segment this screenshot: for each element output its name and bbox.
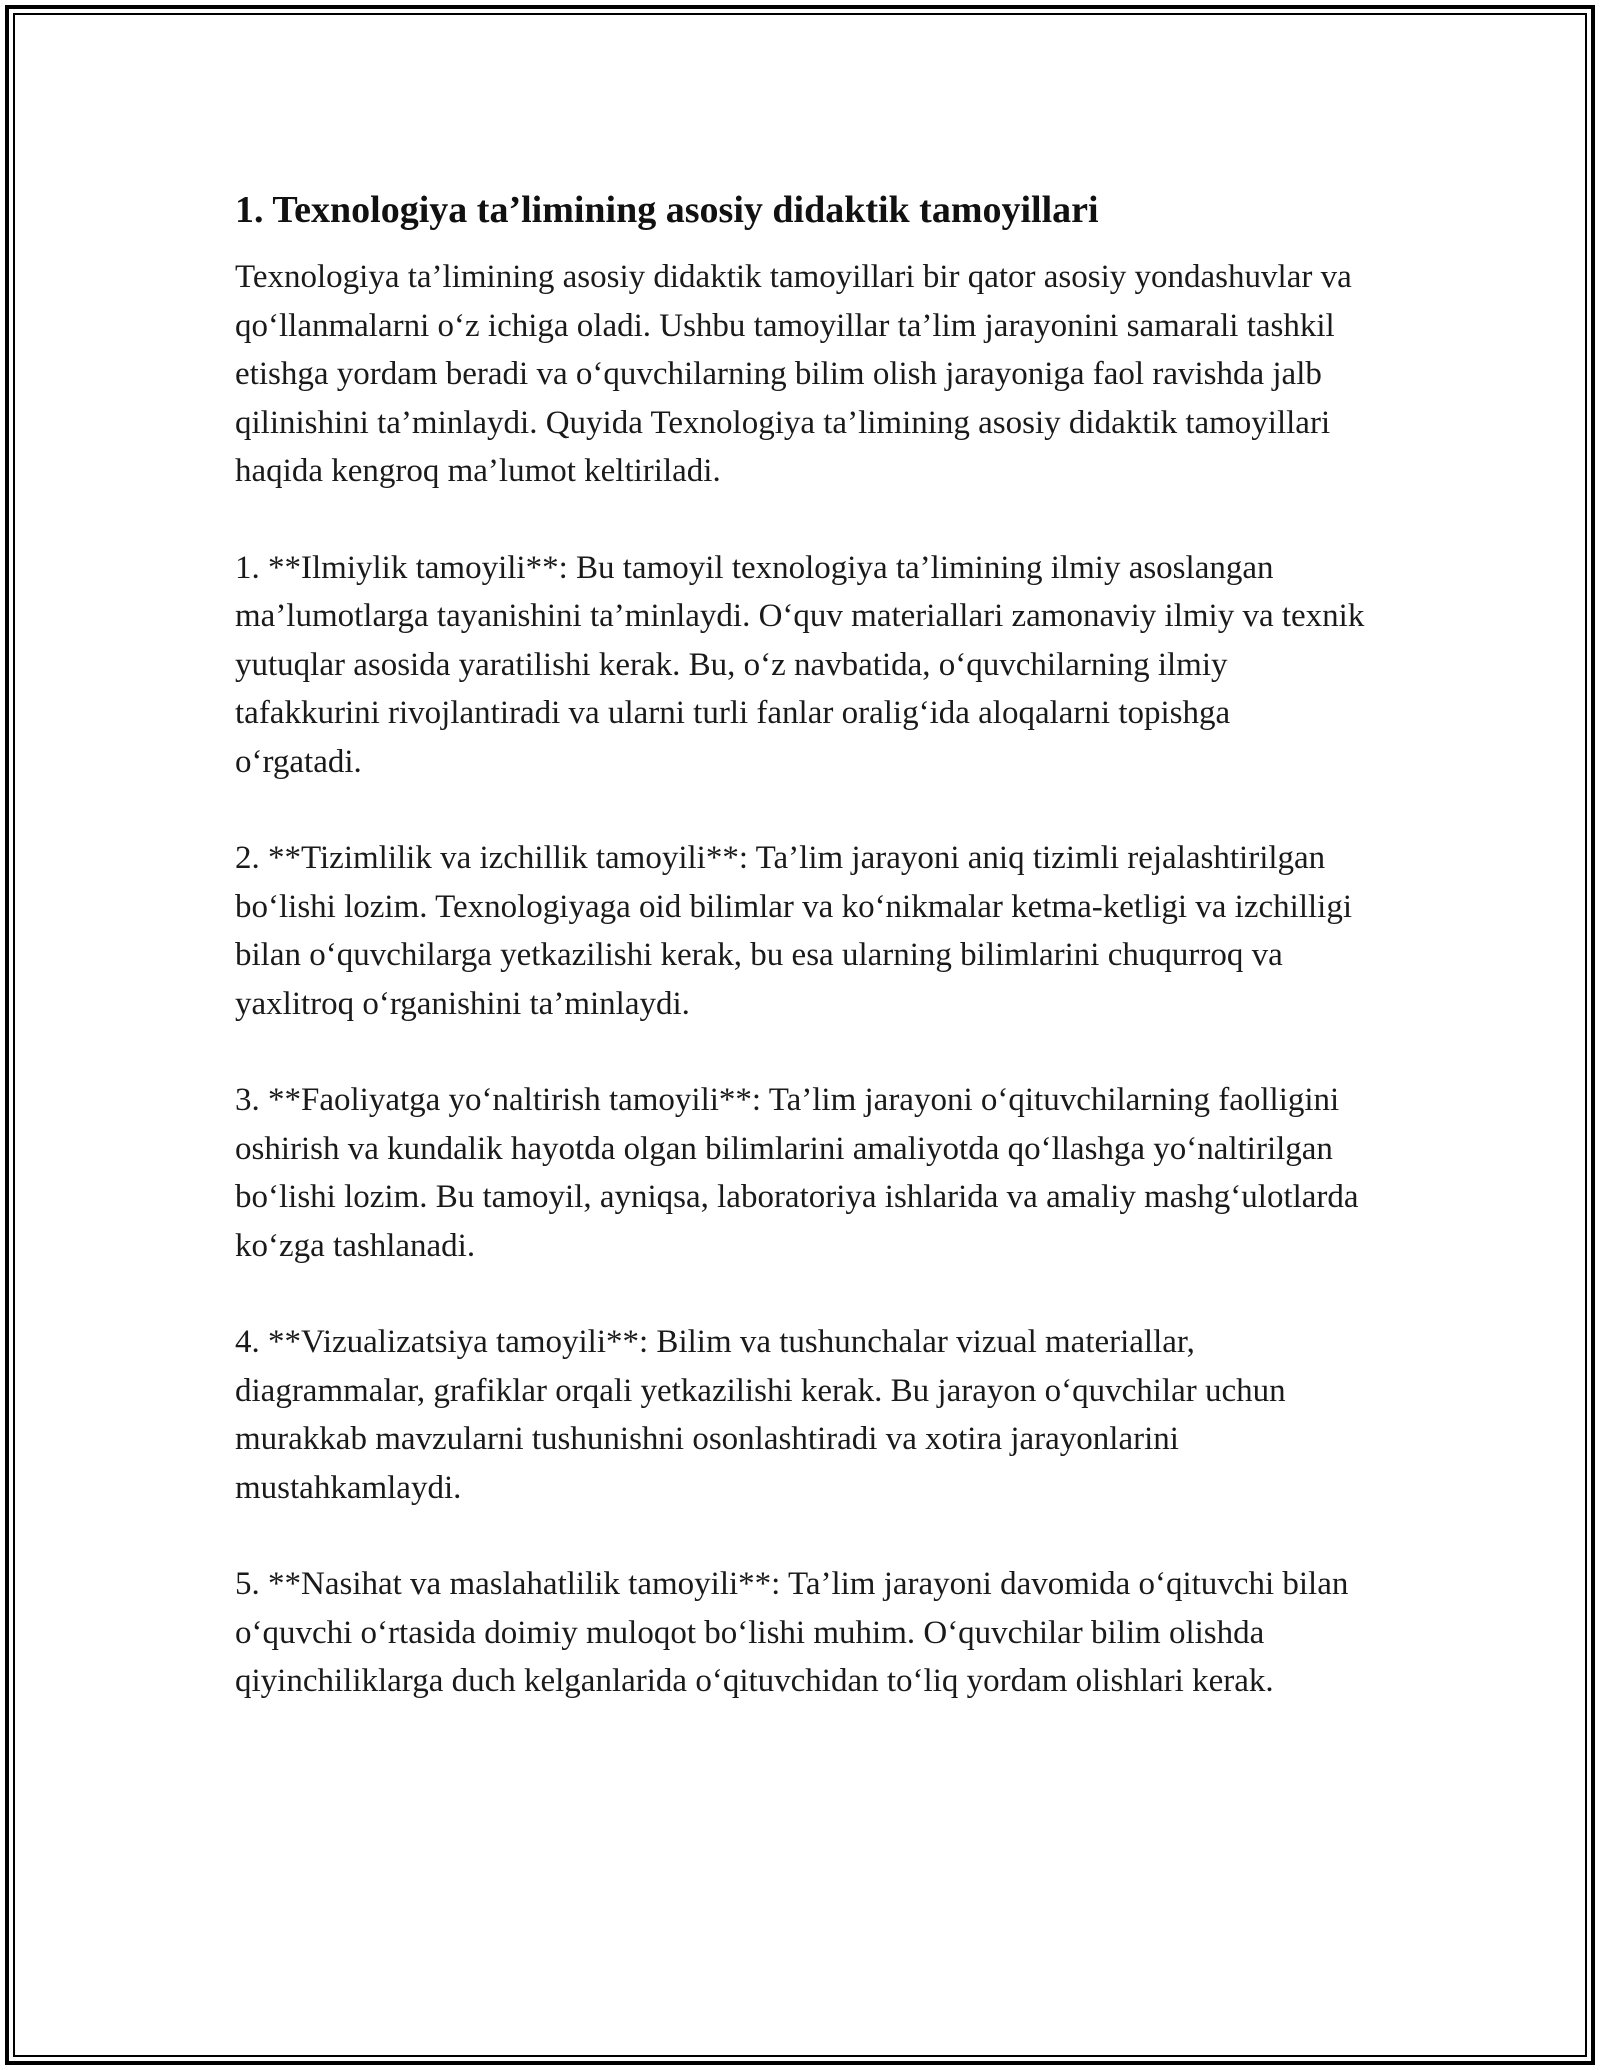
principle-paragraph-5: 5. **Nasihat va maslahatlilik tamoyili**: Ta’lim jarayoni davomida o‘qituvchi bilan o‘quvchi o‘rtasida doimiy muloqot bo‘lishi muhim. O‘quvchilar bilim olishda qiyinchiliklarga duch kelganlarida o‘qituvchidan to‘liq yordam olishlari kerak. xyxy=(235,1566,1349,1699)
principle-paragraph-4: 4. **Vizualizatsiya tamoyili**: Bilim va tushunchalar vizual materiallar, diagrammalar, grafiklar orqali yetkazilishi kerak. Bu jarayon o‘quvchilar uchun murakkab mavzularni tushunishni osonlashtiradi va xotira jarayonlarini mustahkamlaydi. xyxy=(235,1324,1286,1506)
intro-paragraph: Texnologiya ta’limining asosiy didaktik tamoyillari bir qator asosiy yondashuvlar va qo‘llanmalarni o‘z ichiga oladi. Ushbu tamoyillar ta’lim jarayonini samarali tashkil etishga yordam beradi va o‘quvchilarning bilim olish jarayoniga faol ravishda jalb qilinishini ta’minlaydi. Quyida Texnologiya ta’limining asosiy didaktik tamoyillari haqida kengroq ma’lumot keltiriladi. xyxy=(235,259,1352,489)
document-title: 1. Texnologiya ta’limining asosiy didaktik tamoyillari xyxy=(235,189,1099,231)
principle-paragraph-1: 1. **Ilmiylik tamoyili**: Bu tamoyil texnologiya ta’limining ilmiy asoslangan ma’lumotlarga tayanishini ta’minlaydi. O‘quv materiallari zamonaviy ilmiy va texnik yutuqlar asosida yaratilishi kerak. Bu, o‘z navbatida, o‘quvchilarning ilmiy tafakkurini rivojlantiradi va ularni turli fanlar oralig‘ida aloqalarni topishga o‘rgatadi. xyxy=(235,549,1365,780)
principle-paragraph-3: 3. **Faoliyatga yo‘naltirish tamoyili**: Ta’lim jarayoni o‘qituvchilarning faolligini oshirish va kundalik hayotda olgan bilimlarini amaliyotda qo‘llashga yo‘naltirilgan bo‘lishi lozim. Bu tamoyil, ayniqsa, laboratoriya ishlarida va amaliy mashg‘ulotlarda ko‘zga tashlanadi. xyxy=(235,1082,1359,1264)
principle-paragraph-2: 2. **Tizimlilik va izchillik tamoyili**: Ta’lim jarayoni aniq tizimli rejalashtirilgan bo‘lishi lozim. Texnologiyaga oid bilimlar va ko‘nikmalar ketma-ketligi va izchilligi bilan o‘quvchilarga yetkazilishi kerak, bu esa ularning bilimlarini chuqurroq va yaxlitroq o‘rganishini ta’minlaydi. xyxy=(235,840,1352,1022)
document-body xyxy=(235,185,1365,1754)
